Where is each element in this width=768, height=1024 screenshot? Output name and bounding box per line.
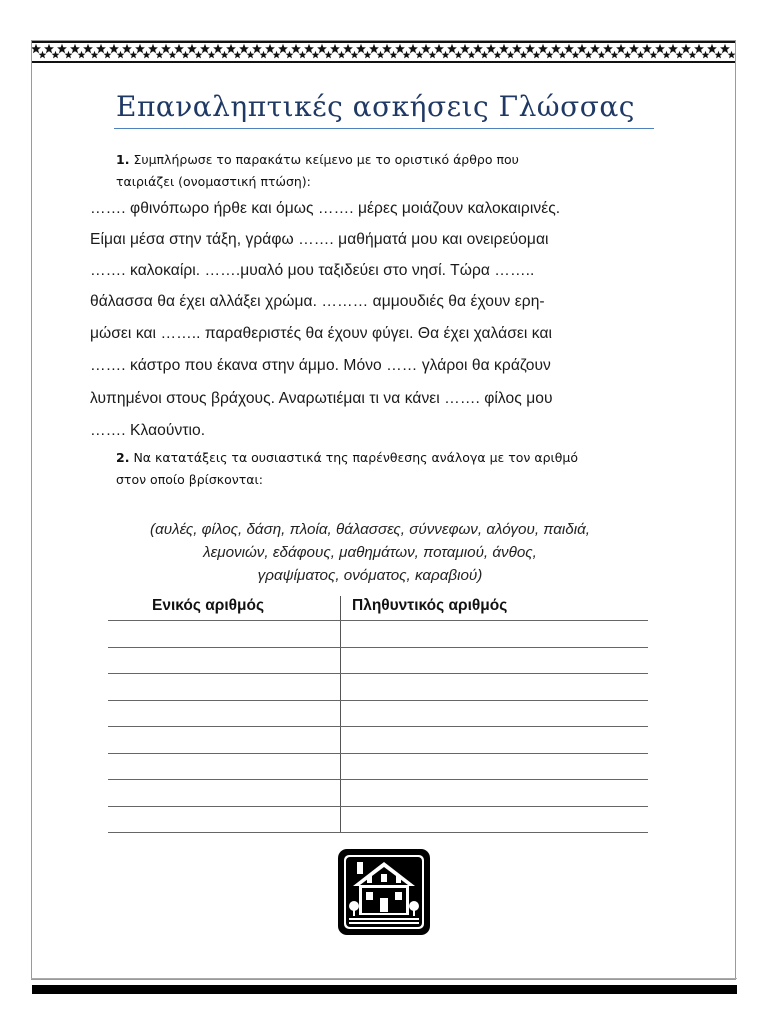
star-icon <box>148 44 158 53</box>
star-icon <box>169 51 177 59</box>
bottom-bar <box>32 985 737 994</box>
star-icon <box>195 51 203 59</box>
star-icon <box>481 51 489 59</box>
star-icon <box>468 51 476 59</box>
star-icon <box>429 51 437 59</box>
star-icon <box>273 51 281 59</box>
star-icon <box>377 51 385 59</box>
star-icon <box>343 44 353 53</box>
star-icon <box>226 44 236 53</box>
star-icon <box>689 51 697 59</box>
star-icon <box>702 51 710 59</box>
star-icon <box>681 44 691 53</box>
star-icon <box>382 44 392 53</box>
star-icon <box>39 51 47 59</box>
star-icon <box>96 44 106 53</box>
star-icon <box>473 44 483 53</box>
instruction-line: στον οποίο βρίσκονται: <box>116 472 263 487</box>
star-icon <box>447 44 457 53</box>
exercise-1-instruction <box>116 149 661 193</box>
star-icon <box>174 44 184 53</box>
table-row-line <box>108 620 648 621</box>
star-icon <box>499 44 509 53</box>
star-icon <box>351 51 359 59</box>
star-icon <box>421 44 431 53</box>
star-icon <box>213 44 223 53</box>
star-icon <box>546 51 554 59</box>
star-icon <box>32 44 41 53</box>
star-icon <box>603 44 613 53</box>
star-pattern <box>32 43 735 61</box>
star-icon <box>650 51 658 59</box>
star-icon <box>304 44 314 53</box>
star-icon <box>598 51 606 59</box>
star-icon <box>356 44 366 53</box>
star-icon <box>83 44 93 53</box>
text-line: ……. κάστρο που έκανα στην άμμο. Μόνο …… γλάροι θα κράζουν <box>90 357 551 374</box>
star-icon <box>395 44 405 53</box>
star-icon <box>572 51 580 59</box>
star-icon <box>551 44 561 53</box>
star-icon <box>642 44 652 53</box>
star-icon <box>668 44 678 53</box>
table-row-line <box>108 806 648 807</box>
star-icon <box>234 51 242 59</box>
star-icon <box>538 44 548 53</box>
star-icon <box>78 51 86 59</box>
star-icon <box>434 44 444 53</box>
table-row-line <box>108 673 648 674</box>
star-icon <box>200 44 210 53</box>
star-icon <box>629 44 639 53</box>
star-icon <box>312 51 320 59</box>
star-icon <box>239 44 249 53</box>
star-icon <box>364 51 372 59</box>
star-icon <box>590 44 600 53</box>
star-icon <box>486 44 496 53</box>
star-icon <box>44 44 54 53</box>
word-list-line: (αυλές, φίλος, δάση, πλοία, θάλασσες, σύννεφων, αλόγου, παιδιά, <box>150 521 590 538</box>
star-icon <box>161 44 171 53</box>
star-icon <box>252 44 262 53</box>
bottom-rule <box>31 978 737 979</box>
star-icon <box>611 51 619 59</box>
star-icon <box>117 51 125 59</box>
exercise-1-number: 1. <box>116 152 130 167</box>
star-icon <box>325 51 333 59</box>
star-icon <box>187 44 197 53</box>
word-list <box>100 518 640 587</box>
table-row-line <box>108 647 648 648</box>
star-icon <box>616 44 626 53</box>
table-row-line <box>108 700 648 701</box>
star-icon <box>338 51 346 59</box>
star-icon <box>494 51 502 59</box>
star-icon <box>533 51 541 59</box>
star-icon <box>403 51 411 59</box>
star-icon <box>109 44 119 53</box>
star-icon <box>278 44 288 53</box>
column-divider <box>340 596 341 832</box>
star-icon <box>330 44 340 53</box>
star-icon <box>317 44 327 53</box>
house-icon <box>337 848 431 936</box>
star-icon <box>507 51 515 59</box>
star-icon <box>525 44 535 53</box>
text-line: μώσει και …….. παραθεριστές θα έχουν φύγει. Θα έχει χαλάσει και <box>90 325 553 342</box>
star-icon <box>104 51 112 59</box>
star-icon <box>65 51 73 59</box>
table-row-line <box>108 726 648 727</box>
star-icon <box>182 51 190 59</box>
star-icon <box>460 44 470 53</box>
star-icon <box>260 51 268 59</box>
star-icon <box>512 44 522 53</box>
text-line: ……. καλοκαίρι. …….μυαλό μου ταξιδεύει στο νησί. Τώρα …….. <box>90 262 535 279</box>
star-icon <box>156 51 164 59</box>
star-icon <box>291 44 301 53</box>
word-list-line: γραψίματος, ονόματος, καραβιού) <box>257 567 483 584</box>
star-icon <box>208 51 216 59</box>
star-border <box>32 41 735 63</box>
text-line: θάλασσα θα έχει αλλάξει χρώμα. ……… αμμουδιές θα έχουν ερη- <box>90 293 545 310</box>
table-row-line <box>108 832 648 833</box>
instruction-line: ταιριάζει (ονομαστική πτώση): <box>116 174 311 189</box>
star-icon <box>637 51 645 59</box>
star-icon <box>57 44 67 53</box>
star-icon <box>676 51 684 59</box>
star-icon <box>455 51 463 59</box>
star-icon <box>655 44 665 53</box>
text-line: Είμαι μέσα στην τάξη, γράφω ……. μαθήματά μου και ονειρεύομαι <box>90 231 549 248</box>
star-icon <box>135 44 145 53</box>
plural-header: Πληθυντικός αριθμός <box>352 597 508 614</box>
star-icon <box>520 51 528 59</box>
star-icon <box>707 44 717 53</box>
star-icon <box>559 51 567 59</box>
singular-header: Ενικός αριθμός <box>152 597 265 614</box>
star-icon <box>286 51 294 59</box>
text-line: ……. φθινόπωρο ήρθε και όμως ……. μέρες μοιάζουν καλοκαιρινές. <box>90 200 561 217</box>
star-icon <box>52 51 60 59</box>
exercise-1-text <box>82 198 670 446</box>
star-icon <box>299 51 307 59</box>
star-icon <box>265 44 275 53</box>
star-icon <box>728 51 736 59</box>
table-row-line <box>108 753 648 754</box>
star-icon <box>130 51 138 59</box>
text-line: ……. Κλαούντιο. <box>90 422 206 439</box>
star-icon <box>564 44 574 53</box>
star-icon <box>442 51 450 59</box>
star-icon <box>585 51 593 59</box>
star-icon <box>694 44 704 53</box>
star-icon <box>663 51 671 59</box>
instruction-line: Να κατατάξεις τα ουσιαστικά της παρένθεσης ανάλογα με τον αριθμό <box>133 450 579 465</box>
star-icon <box>577 44 587 53</box>
star-icon <box>70 44 80 53</box>
exercise-2-number: 2. <box>116 450 130 465</box>
star-icon <box>143 51 151 59</box>
text-line: λυπημένοι στους βράχους. Αναρωτιέμαι τι να κάνει ……. φίλος μου <box>90 390 553 407</box>
star-icon <box>221 51 229 59</box>
number-table <box>108 590 648 835</box>
page-title: Επαναληπτικές ασκήσεις Γλώσσας <box>116 90 635 123</box>
star-icon <box>122 44 132 53</box>
star-icon <box>720 44 730 53</box>
star-icon <box>369 44 379 53</box>
star-icon <box>624 51 632 59</box>
star-icon <box>91 51 99 59</box>
star-icon <box>416 51 424 59</box>
star-icon <box>408 44 418 53</box>
star-icon <box>715 51 723 59</box>
title-underline <box>114 128 654 129</box>
star-icon <box>247 51 255 59</box>
exercise-2-instruction <box>116 447 661 491</box>
table-row-line <box>108 779 648 780</box>
instruction-line: Συμπλήρωσε το παρακάτω κείμενο με το οριστικό άρθρο που <box>133 152 519 167</box>
word-list-line: λεμονιών, εδάφους, μαθημάτων, ποταμιού, άνθος, <box>203 544 537 561</box>
star-icon <box>390 51 398 59</box>
